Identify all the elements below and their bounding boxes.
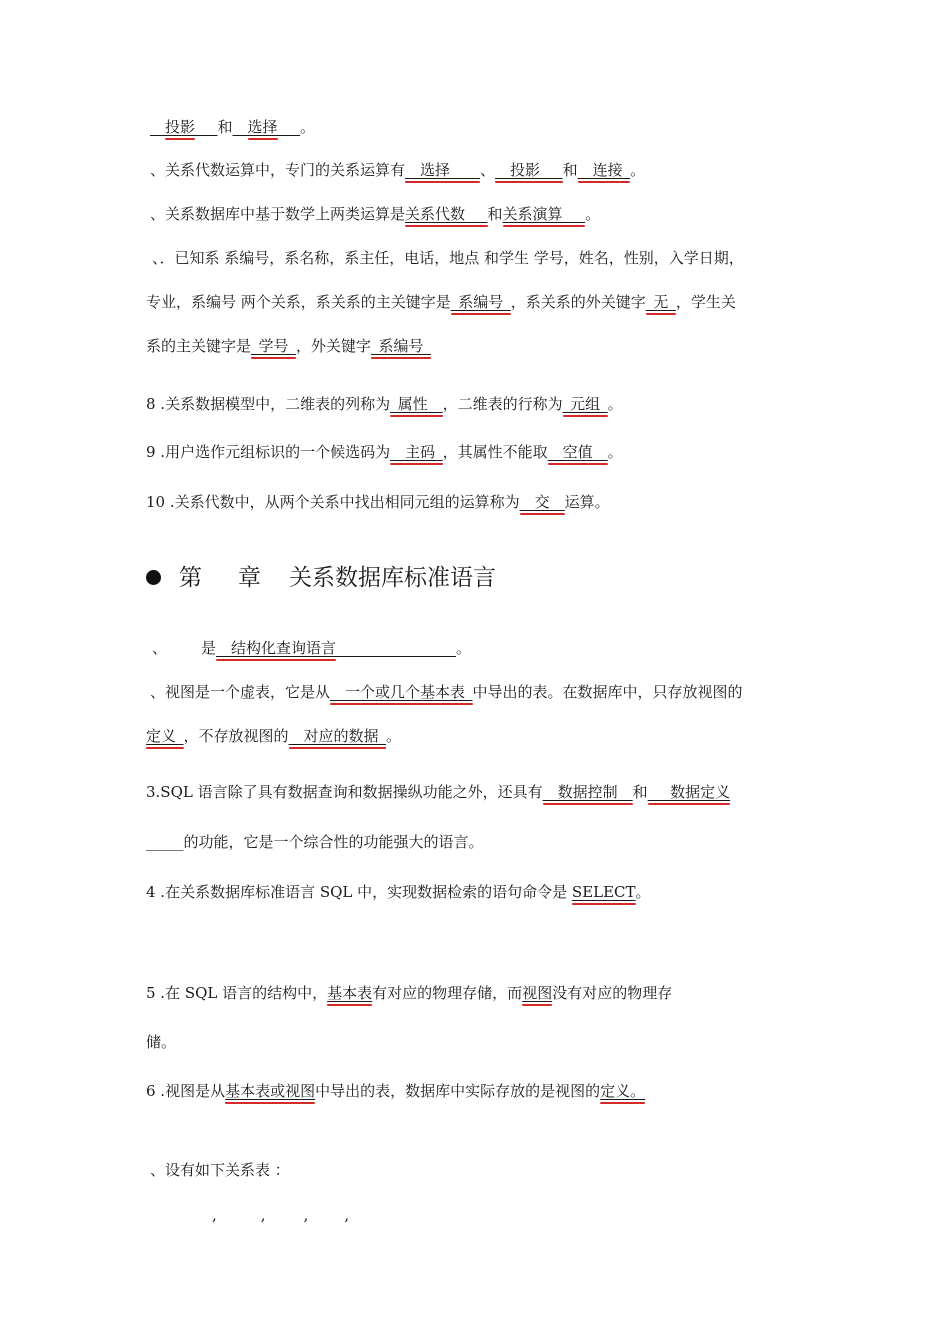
answer-text: __主码_: [390, 443, 443, 461]
question-text: 、视图是一个虚表，它是从: [150, 683, 331, 701]
bullet-icon: [146, 570, 161, 585]
answer-text: 基本表: [327, 984, 373, 1002]
question-6: [146, 1081, 645, 1101]
text: 、: [480, 161, 496, 179]
blank: __: [150, 118, 165, 136]
question-text: 4 .在关系数据库标准语言 SQL 中，实现数据检索的语句命令是: [146, 883, 572, 901]
blank: ________________: [336, 639, 457, 657]
question-3-line-1: [146, 782, 730, 802]
answer-text: _属性__: [390, 395, 443, 413]
text: ，二维表的行称为: [442, 395, 563, 413]
text: ，系关系的外关键字: [510, 293, 646, 311]
answer-text: __投影___: [495, 161, 563, 179]
question-text: _____的功能，它是一个综合性的功能强大的语言。: [146, 833, 484, 851]
question-keys-line-3: [146, 336, 431, 356]
question-10: [146, 492, 610, 512]
answer-text: 定义。: [600, 1082, 646, 1100]
heading-title: 关系数据库标准语言: [289, 565, 496, 591]
question-view-line-1: [150, 682, 743, 702]
answer-text: 关系演算___: [502, 205, 586, 223]
text: 。: [635, 883, 651, 901]
question-text: 、关系数据库中基于数学上两类运算是: [150, 205, 406, 223]
text: 是: [201, 639, 217, 657]
answer-text: 投影: [165, 118, 196, 136]
text: 。: [630, 161, 646, 179]
question-text: 9 .用户选作元组标识的一个候选码为: [146, 443, 391, 461]
answer-text: __选择____: [405, 161, 481, 179]
text: 没有对应的物理存: [552, 984, 673, 1002]
text: 、: [152, 639, 168, 657]
question-text: 3.SQL 语言除了具有数据查询和数据操纵功能之外，还具有: [146, 783, 543, 801]
answer-text: 选择: [247, 118, 278, 136]
question-text: 、设有如下关系表 ：: [150, 1161, 290, 1179]
question-text: 系的主关键字是: [146, 337, 252, 355]
answer-text: ___数据定义: [647, 783, 731, 801]
question-keys-line-2: [146, 292, 736, 312]
text: 和: [632, 783, 648, 801]
text: ，外关键字: [296, 337, 372, 355]
text: ，其属性不能取: [442, 443, 548, 461]
blank: ___: [277, 118, 301, 136]
question-relation-tables: [150, 1160, 290, 1180]
comma: ,: [303, 1206, 309, 1224]
question-special-relational-operations: [150, 160, 645, 180]
question-4: [146, 882, 651, 902]
question-text: 、．已知系 系编号，系名称，系主任，电话，地点 和学生 学号，姓名，性别，入学日期，: [152, 249, 744, 267]
answer-text: _学号_: [251, 337, 297, 355]
answer-line-projection-selection: [150, 117, 315, 137]
text: 。: [607, 443, 623, 461]
heading-word: 章: [238, 565, 261, 591]
answer-text: _无_: [645, 293, 676, 311]
answer-text: __数据控制__: [542, 783, 633, 801]
question-text: 储。: [146, 1033, 177, 1051]
answer-text: _元组_: [562, 395, 608, 413]
answer-text: 基本表或视图: [225, 1082, 316, 1100]
text: 。: [607, 395, 623, 413]
answer-text: __空值__: [547, 443, 608, 461]
chapter-heading: [146, 562, 496, 594]
text: 中导出的表。在数据库中，只存放视图的: [472, 683, 743, 701]
answer-text: __对应的数据_: [288, 727, 387, 745]
question-text: 10 .关系代数中，从两个关系中找出相同元组的运算称为: [146, 493, 520, 511]
blank: __: [232, 118, 248, 136]
answer-text: _系编号_: [450, 293, 511, 311]
question-text: 6 .视图是从: [146, 1082, 226, 1100]
answer-text: 关系代数___: [405, 205, 488, 223]
comma: ,: [344, 1206, 350, 1224]
question-5-line-1: [146, 983, 672, 1003]
text: 和: [217, 118, 233, 136]
answer-text: __一个或几个基本表_: [330, 683, 473, 701]
text: 。: [300, 118, 316, 136]
question-keys-line-1: [152, 248, 744, 268]
text: 。: [456, 639, 472, 657]
question-text: 5 .在 SQL 语言的结构中，: [146, 984, 328, 1002]
text: 运算。: [564, 493, 610, 511]
text: 。: [386, 727, 402, 745]
question-text: 专业，系编号 两个关系，系关系的主关键字是: [146, 293, 451, 311]
text: ，学生关: [675, 293, 736, 311]
text: 有对应的物理存储，而: [372, 984, 523, 1002]
comma-row: [212, 1205, 349, 1225]
question-view-line-2: [146, 726, 401, 746]
comma: ,: [212, 1206, 217, 1224]
text: ，不存放视图的: [183, 727, 289, 745]
answer-text: 定义_: [146, 727, 184, 745]
answer-text: __结构化查询语言: [216, 639, 337, 657]
comma: ,: [260, 1206, 266, 1224]
question-text: 、关系代数运算中，专门的关系运算有: [150, 161, 406, 179]
heading-word: 第: [179, 565, 202, 591]
answer-text: 视图: [522, 984, 553, 1002]
question-sql-definition: [152, 638, 471, 658]
text: 。: [585, 205, 601, 223]
question-8: [146, 394, 623, 414]
text: 和: [487, 205, 503, 223]
text: 和: [562, 161, 578, 179]
question-two-operation-types: [150, 204, 600, 224]
question-9: [146, 442, 623, 462]
question-5-line-2: [146, 1032, 176, 1052]
answer-text: SELECT: [571, 883, 636, 901]
blank: ___: [195, 118, 218, 136]
question-text: 8 .关系数据模型中，二维表的列称为: [146, 395, 391, 413]
answer-text: __连接_: [577, 161, 631, 179]
question-3-line-2: [146, 832, 484, 852]
answer-text: __交__: [519, 493, 565, 511]
text: 中导出的表，数据库中实际存放的是视图的: [315, 1082, 601, 1100]
answer-text: _系编号_: [371, 337, 432, 355]
